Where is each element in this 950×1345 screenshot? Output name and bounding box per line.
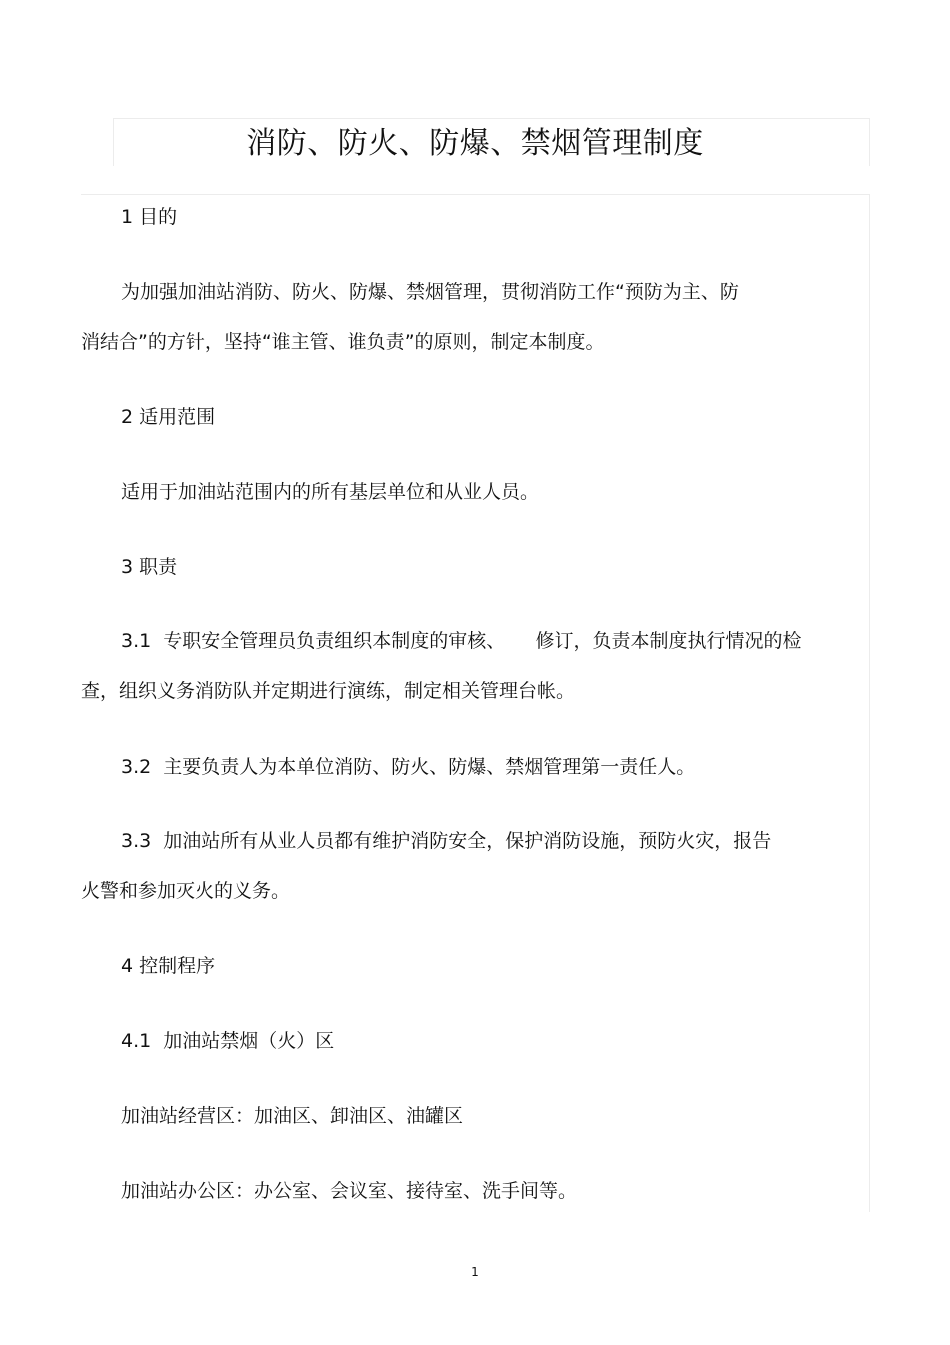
paragraph-line: 适用于加油站范围内的所有基层单位和从业人员。: [121, 481, 540, 503]
paragraph-line: 消结合”的方针，坚持“谁主管、谁负责”的原则，制定本制度。: [81, 331, 605, 353]
section-heading-purpose: 1 目的: [121, 206, 178, 228]
frame-line-body-top: [81, 194, 870, 195]
frame-line-top: [113, 118, 870, 119]
paragraph-line: 加油站经营区：加油区、卸油区、油罐区: [121, 1105, 464, 1127]
paragraph-line: 火警和参加灭火的义务。: [81, 880, 291, 902]
paragraph-line: 4.1 加油站禁烟（火）区: [121, 1030, 335, 1052]
paragraph-line: 3.3 加油站所有从业人员都有维护消防安全，保护消防设施，预防火灾，报告: [121, 830, 772, 852]
document-title: 消防、防火、防爆、禁烟管理制度: [246, 126, 704, 161]
frame-line-body-right: [869, 194, 870, 1212]
section-heading-scope: 2 适用范围: [121, 406, 216, 428]
page-number: 1: [471, 1265, 479, 1279]
paragraph-line: 加油站办公区：办公室、会议室、接待室、洗手间等。: [121, 1180, 578, 1202]
paragraph-line: 查，组织义务消防队并定期进行演练，制定相关管理台帐。: [81, 680, 576, 702]
paragraph-line: 为加强加油站消防、防火、防爆、禁烟管理，贯彻消防工作“预防为主、防: [121, 281, 739, 303]
section-heading-control-procedure: 4 控制程序: [121, 955, 216, 977]
section-heading-responsibilities: 3 职责: [121, 556, 178, 578]
paragraph-line: 3.1 专职安全管理员负责组织本制度的审核、 修订，负责本制度执行情况的检: [121, 630, 802, 652]
paragraph-line: 3.2 主要负责人为本单位消防、防火、防爆、禁烟管理第一责任人。: [121, 756, 696, 778]
